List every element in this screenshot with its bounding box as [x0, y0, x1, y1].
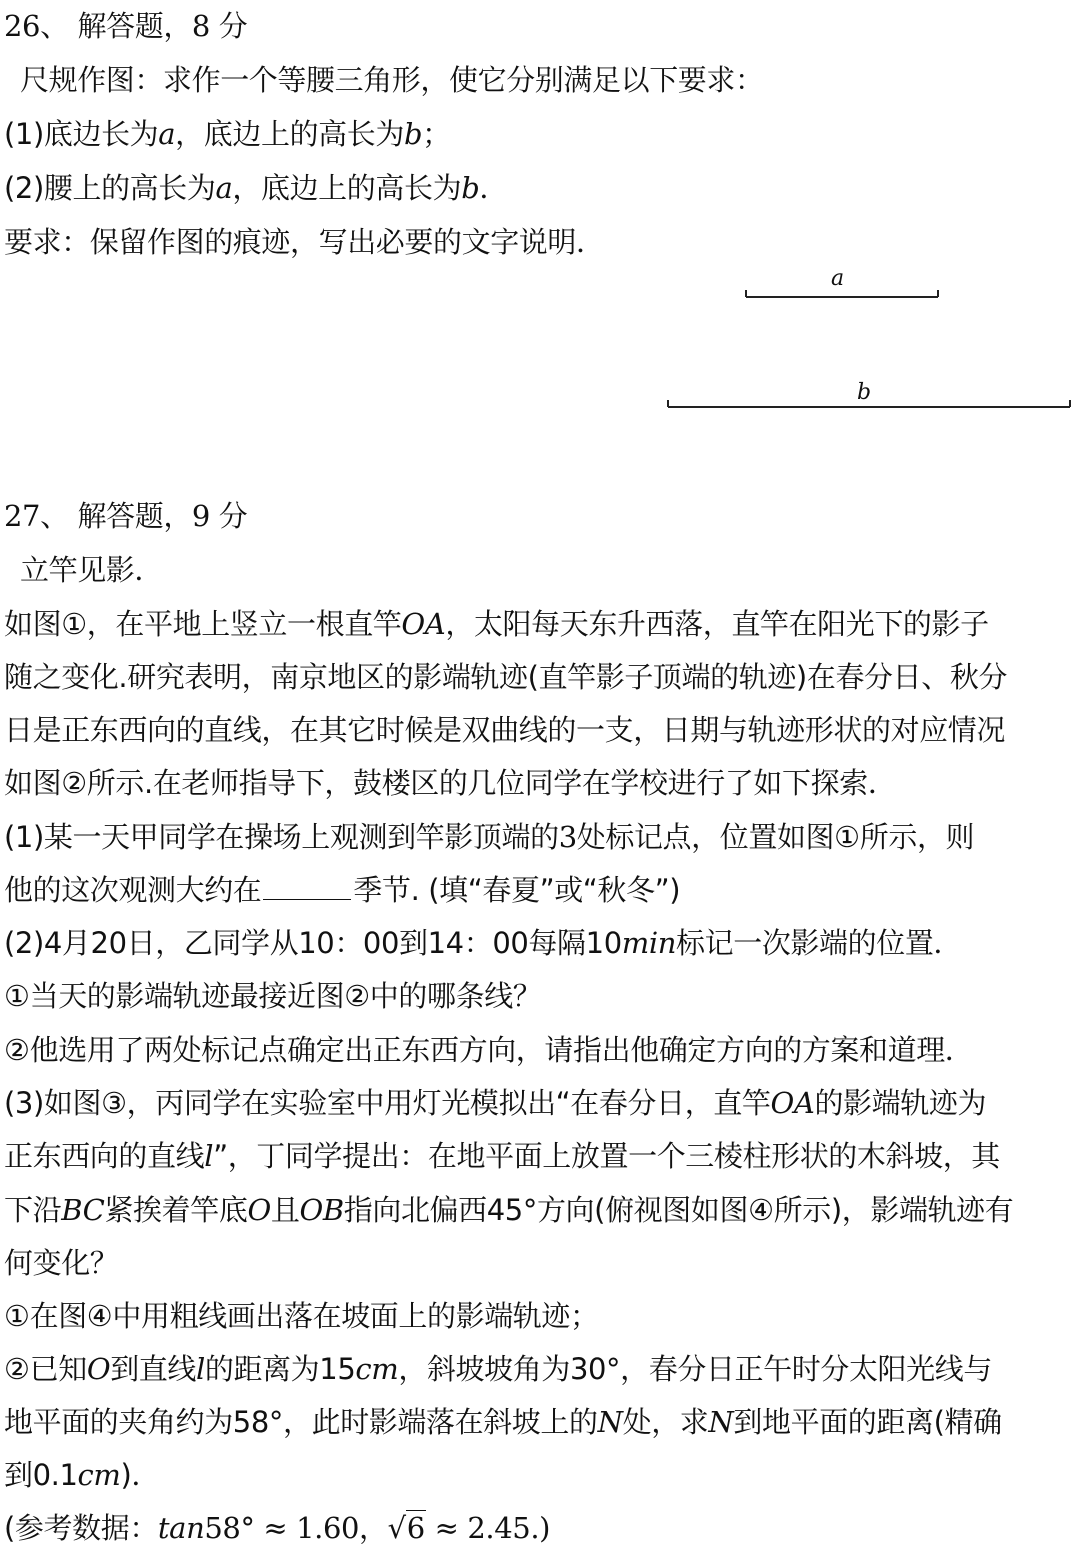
q27-line-11: 正东西向的直线l”，丁同学提出：在地平面上放置一个三棱柱形状的木斜坡，其 [4, 1139, 1000, 1173]
q26-header: 26、 解答题，8 分 [4, 9, 248, 43]
q27-line-6: 他的这次观测大约在 季节. (填“春夏”或“秋冬”) [4, 873, 681, 907]
q27-line-2: 随之变化.研究表明，南京地区的影端轨迹(直竿影子顶端的轨迹)在春分日、秋分 [4, 660, 1008, 694]
q27-line-14: ①在图④中用粗线画出落在坡面上的影端轨迹； [4, 1299, 599, 1333]
q27-line-17: 到0.1cm)． [4, 1458, 160, 1492]
q27-line-16: 地平面的夹角约为58°，此时影端落在斜坡上的N处，求N到地平面的距离(精确 [4, 1405, 1002, 1439]
q27-line-9: ②他选用了两处标记点确定出正东西方向，请指出他确定方向的方案和道理． [4, 1033, 974, 1067]
q27-reference-data: (参考数据：tan58° ≈ 1.60，√6 ≈ 2.45.) [4, 1511, 551, 1545]
q26-part2: (2)腰上的高长为a，底边上的高长为b． [4, 171, 508, 205]
sqrt-symbol: √6 [387, 1511, 425, 1545]
q27-line-7: (2)4月20日，乙同学从10：00到14：00每隔10min标记一次影端的位置． [4, 926, 963, 960]
segment-a-label: a [831, 266, 845, 291]
segment-b-label: b [857, 380, 872, 405]
q27-line-1: 如图①，在平地上竖立一根直竿OA，太阳每天东升西落，直竿在阳光下的影子 [4, 607, 989, 641]
q27-line-8: ①当天的影端轨迹最接近图②中的哪条线？ [4, 979, 542, 1013]
q27-line-4: 如图②所示.在老师指导下，鼓楼区的几位同学在学校进行了如下探索． [4, 766, 897, 800]
answer-blank[interactable] [263, 877, 351, 900]
q26-requirement: 要求：保留作图的痕迹，写出必要的文字说明． [4, 225, 605, 259]
q26-intro: 尺规作图：求作一个等腰三角形，使它分别满足以下要求： [20, 63, 764, 97]
q26-part1: (1)底边长为a，底边上的高长为b； [4, 117, 451, 151]
q27-line-10: (3)如图③，丙同学在实验室中用灯光模拟出“在春分日，直竿OA的影端轨迹为 [4, 1086, 987, 1120]
q27-line-15: ②已知O到直线l的距离为15cm，斜坡坡角为30°，春分日正午时分太阳光线与 [4, 1352, 992, 1386]
q27-line-5: (1)某一天甲同学在操场上观测到竿影顶端的3处标记点，位置如图①所示，则 [4, 820, 975, 854]
q27-line-3: 日是正东西向的直线，在其它时候是双曲线的一支，日期与轨迹形状的对应情况 [4, 713, 1006, 747]
q27-line-12: 下沿BC紧挨着竿底O且OB指向北偏西45°方向(俯视图如图④所示)，影端轨迹有 [4, 1193, 1014, 1227]
q27-line-13: 何变化？ [4, 1246, 119, 1280]
q27-header: 27、 解答题，9 分 [4, 499, 248, 533]
q27-title: 立竿见影． [20, 553, 164, 587]
